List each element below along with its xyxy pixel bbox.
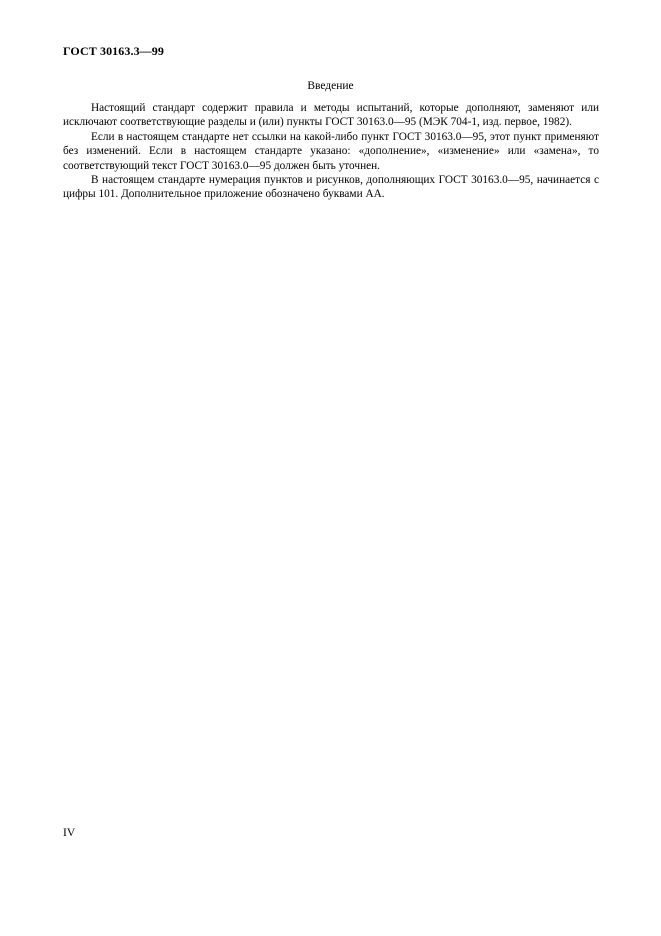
section-title: Введение [307,80,354,92]
page-number: IV [63,827,76,839]
body-text [63,101,599,202]
paragraph: Настоящий стандарт содержит правила и методы испытаний, которые дополняют, заменяют или исключают соответствующие разделы и (или) пункты ГОСТ 30163.0—95 (МЭК 704-1, изд. первое, 1982). [63,102,599,129]
paragraph: В настоящем стандарте нумерация пунктов и рисунков, дополняющих ГОСТ 30163.0—95, начинается с цифры 101. Дополнительное приложение обозначено буквами АА. [63,174,599,201]
paragraph: Если в настоящем стандарте нет ссылки на какой-либо пункт ГОСТ 30163.0—95, этот пункт применяют без изменений. Если в настоящем стандарте указано: «дополнение», «изменение» или «замена», то соответствующий текст ГОСТ 30163.0—95 должен быть уточнен. [63,130,599,172]
document-header: ГОСТ 30163.3—99 [63,44,164,58]
